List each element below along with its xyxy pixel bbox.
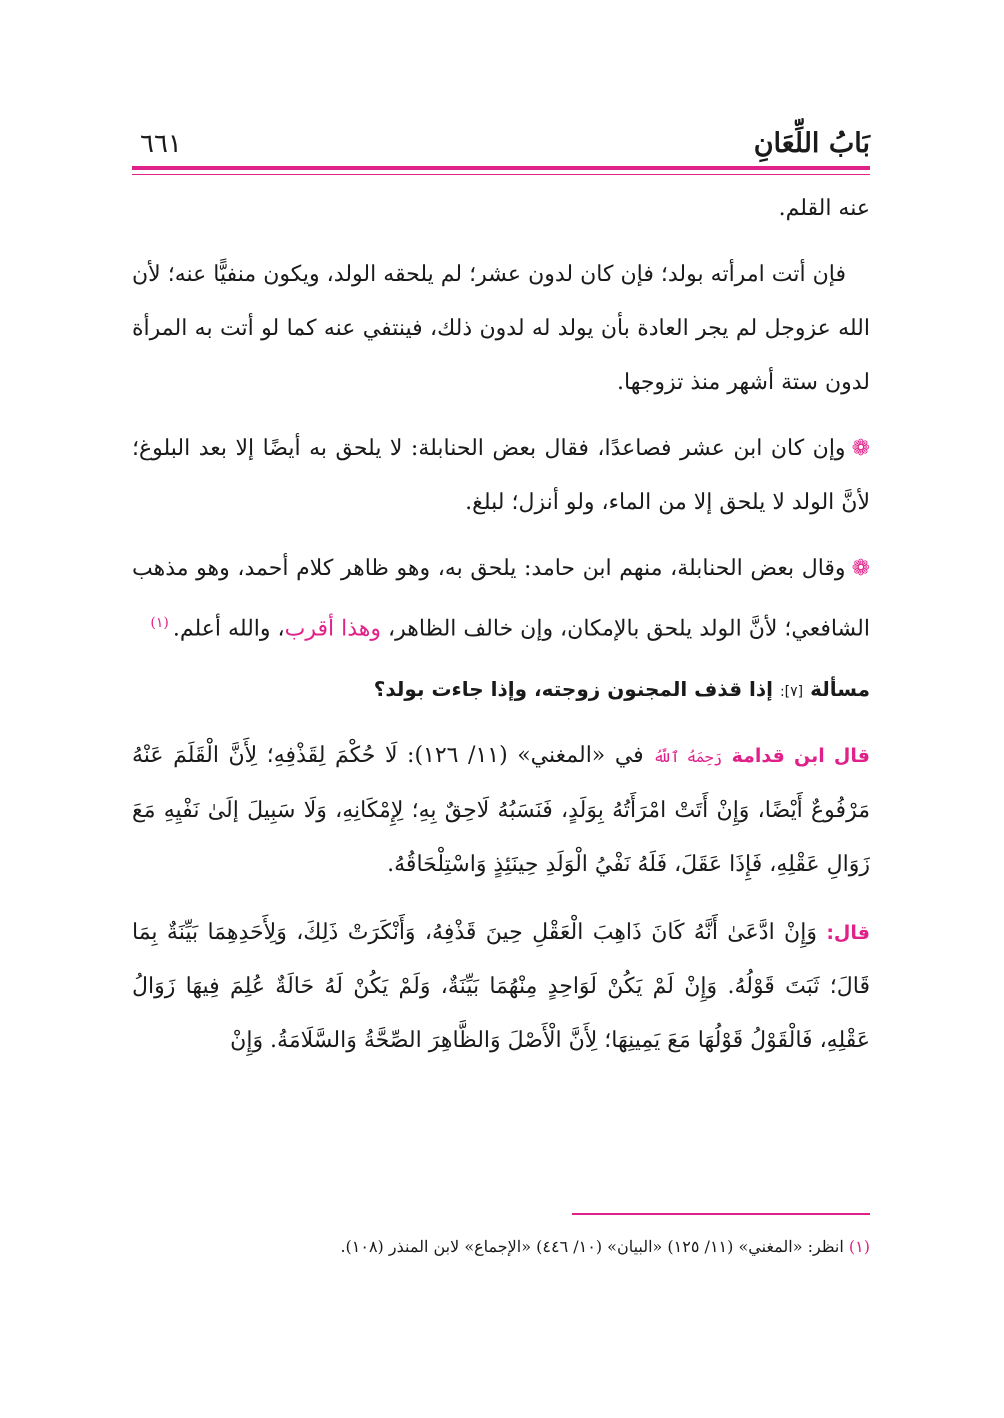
paragraph-2: فإن أتت امرأته بولد؛ فإن كان لدون عشر؛ لم يلحقه الولد، ويكون منفيًّا عنه؛ لأن الله عزوجل لم يجر العادة بأن يولد له لدون ذلك، فينتفي عنه كما لو أتت به المرأة لدون ستة أشهر منذ تزوجها. <box>132 262 870 395</box>
main-text <box>132 182 870 1068</box>
page-number: ٦٦١ <box>140 129 182 159</box>
quote-1-honorific: رَحِمَهُ ٱللَّهُ <box>653 748 723 767</box>
footnote <box>132 1232 870 1262</box>
paragraph-3 <box>132 422 870 530</box>
footnote-number: (١) <box>848 1237 870 1256</box>
footnote-text: انظر: «المغني» (١١/ ١٢٥) «البيان» (١٠/ ٤٤٦) «الإجماع» لابن المنذر (١٠٨). <box>340 1237 844 1256</box>
flower-ornament-icon: ❁ <box>851 436 870 461</box>
paragraph-1: عنه القلم. <box>778 196 870 221</box>
paragraph-3-text: وإن كان ابن عشر فصاعدًا، فقال بعض الحنابلة: لا يلحق به أيضًا إلا بعد البلوغ؛ لأنَّ الولد لا يلحق إلا من الماء، ولو أنزل؛ لبلغ. <box>132 436 870 515</box>
issue-number: [٧]: <box>779 684 804 701</box>
quote-1 <box>132 729 870 892</box>
issue-label: مسألة <box>810 677 870 702</box>
book-page <box>132 0 870 1418</box>
quote-2 <box>132 906 870 1068</box>
issue-heading <box>132 664 870 717</box>
quote-1-text: في «المغني» (١١/ ١٢٦): لَا حُكْمَ لِقَذْفِهِ؛ لِأَنَّ الْقَلَمَ عَنْهُ مَرْفُوعٌ أَيْضًا، وَإِنْ أَتَتْ امْرَأَتُهُ بِوَلَدٍ، فَنَسَبُهُ لَاحِقٌ بِهِ؛ لِإِمْكَانِهِ، وَلَا سَبِيلَ إلَىٰ نَفْيِهِ مَعَ زَوَالِ عَقْلِهِ، فَإِذَا عَقَلَ، فَلَهُ نَفْيُ الْوَلَدِ حِينَئِذٍ وَاسْتِلْحَاقُهُ. <box>132 743 870 878</box>
chapter-title: بَابُ اللِّعَانِ <box>753 128 870 159</box>
footnote-reference[interactable]: (١) <box>150 615 169 631</box>
highlight-preferred-view: وهذا أقرب <box>284 616 381 642</box>
quote-2-text: وَإِنْ ادَّعَىٰ أَنَّهُ كَانَ ذَاهِبَ الْعَقْلِ حِينَ قَذْفِهُ، وَأَنْكَرَتْ ذَلِكَ، وَلِأَحَدِهِمَا بَيِّنَةٌ بِمَا قَالَ؛ ثَبَتَ قَوْلُهُ. وَإِنْ لَمْ يَكُنْ لَوَاحِدٍ مِنْهُمَا بَيِّنَةٌ، وَلَمْ يَكُنْ لَهُ حَالَةٌ عُلِمَ فِيهَا زَوَالُ عَقْلِهِ، فَالْقَوْلُ قَوْلُهَا مَعَ يَمِينِهَا؛ لِأَنَّ الْأَصْلَ وَالظَّاهِرَ الصِّحَّةُ وَالسَّلَامَةُ. وَإِنْ <box>132 920 870 1054</box>
page-header <box>132 128 870 160</box>
paragraph-4 <box>132 542 870 656</box>
flower-ornament-icon: ❁ <box>851 556 870 581</box>
paragraph-4-text: وقال بعض الحنابلة، منهم ابن حامد: يلحق به، وهو ظاهر كلام أحمد، وهو مذهب الشافعي؛ لأنَّ الولد يلحق بالإمكان، وإن خالف الظاهر، <box>132 556 870 642</box>
header-rule-thin <box>132 174 870 175</box>
quote-1-speaker: قال ابن قدامة <box>731 745 870 768</box>
paragraph-4-tail: ، والله أعلم. <box>172 616 285 642</box>
header-rule-thick <box>132 166 870 170</box>
quote-2-speaker: قال: <box>826 922 870 945</box>
footnote-separator <box>572 1213 870 1215</box>
issue-title: إذا قذف المجنون زوجته، وإذا جاءت بولد؟ <box>373 677 773 702</box>
